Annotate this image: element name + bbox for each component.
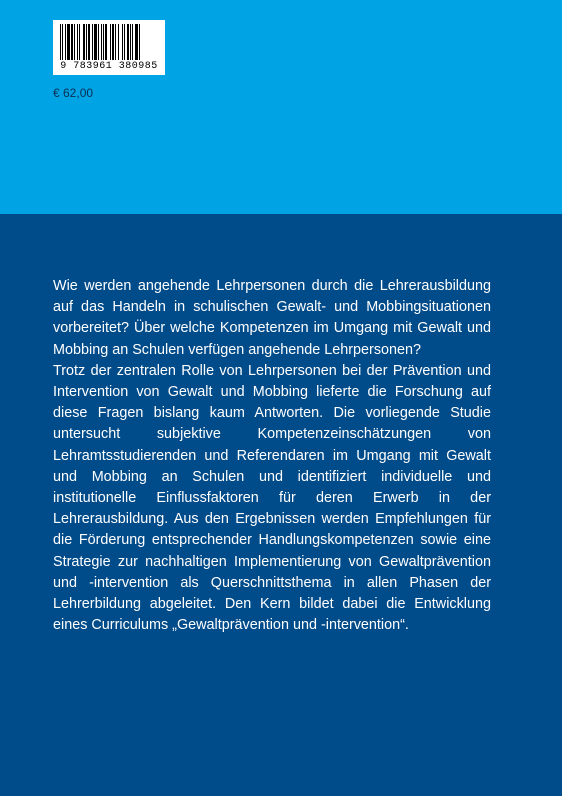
barcode-bar: [98, 24, 99, 60]
barcode-bar: [71, 24, 73, 60]
barcode-bar: [94, 24, 97, 60]
back-cover-blurb: [53, 276, 491, 636]
barcode-bars: [60, 24, 158, 62]
barcode-bar: [67, 24, 70, 60]
barcode-bar: [115, 24, 116, 60]
barcode-bar: [139, 24, 140, 60]
barcode-bar: [118, 24, 119, 60]
barcode: [53, 20, 165, 75]
blurb-paragraph-2: Trotz der zentralen Rolle von Lehrpersonen bei der Prävention und Intervention von Gewalt und Mobbing lieferte die Forschung auf diese Fragen bislang kaum Antworten. Die vorliegende Studie untersucht subjektive Kompetenzeinschätzungen von Lehramtsstudierenden und Referendaren im Umgang mit Gewalt und Mobbing an Schulen und identifiziert individuelle und institutionelle Einflussfaktoren für deren Erwerb in der Lehrerausbildung. Aus den Ergebnissen werden Empfehlungen für die Förderung entsprechender Handlungskompetenzen sowie eine Strategie zur nachhaltigen Implementierung von Gewaltprävention und -intervention als Querschnittsthema in allen Phasen der Lehrerbildung abgeleitet. Den Kern bildet dabei die Entwicklung eines Curriculums „Gewaltprävention und -intervention“.: [53, 362, 491, 634]
barcode-bar: [101, 24, 102, 60]
barcode-bar: [74, 24, 75, 60]
barcode-bar: [77, 24, 78, 60]
barcode-bar: [105, 24, 107, 60]
barcode-bar: [127, 24, 129, 60]
barcode-bar: [122, 24, 123, 60]
barcode-bar: [86, 24, 87, 60]
barcode-bar: [92, 24, 93, 60]
barcode-bar: [65, 24, 66, 60]
barcode-bar: [112, 24, 114, 60]
barcode-bar: [60, 24, 61, 60]
barcode-bar: [110, 24, 111, 60]
isbn-number: 9 783961 380985: [60, 61, 158, 72]
barcode-bar: [132, 24, 133, 60]
blurb-paragraph-1: Wie werden angehende Lehrpersonen durch die Lehrerausbildung auf das Handeln in schulischen Gewalt- und Mobbingsituationen vorbereitet? Über welche Kompetenzen im Umgang mit Gewalt und Mobbing an Schulen verfügen angehende Lehrpersonen?: [53, 278, 491, 358]
barcode-bar: [103, 24, 104, 60]
price-label: € 62,00: [53, 86, 94, 100]
barcode-bar: [130, 24, 131, 60]
barcode-bar: [88, 24, 90, 60]
barcode-bar: [124, 24, 125, 60]
barcode-bar: [83, 24, 85, 60]
barcode-bar: [79, 24, 80, 60]
barcode-bar: [62, 24, 63, 60]
barcode-bar: [135, 24, 138, 60]
